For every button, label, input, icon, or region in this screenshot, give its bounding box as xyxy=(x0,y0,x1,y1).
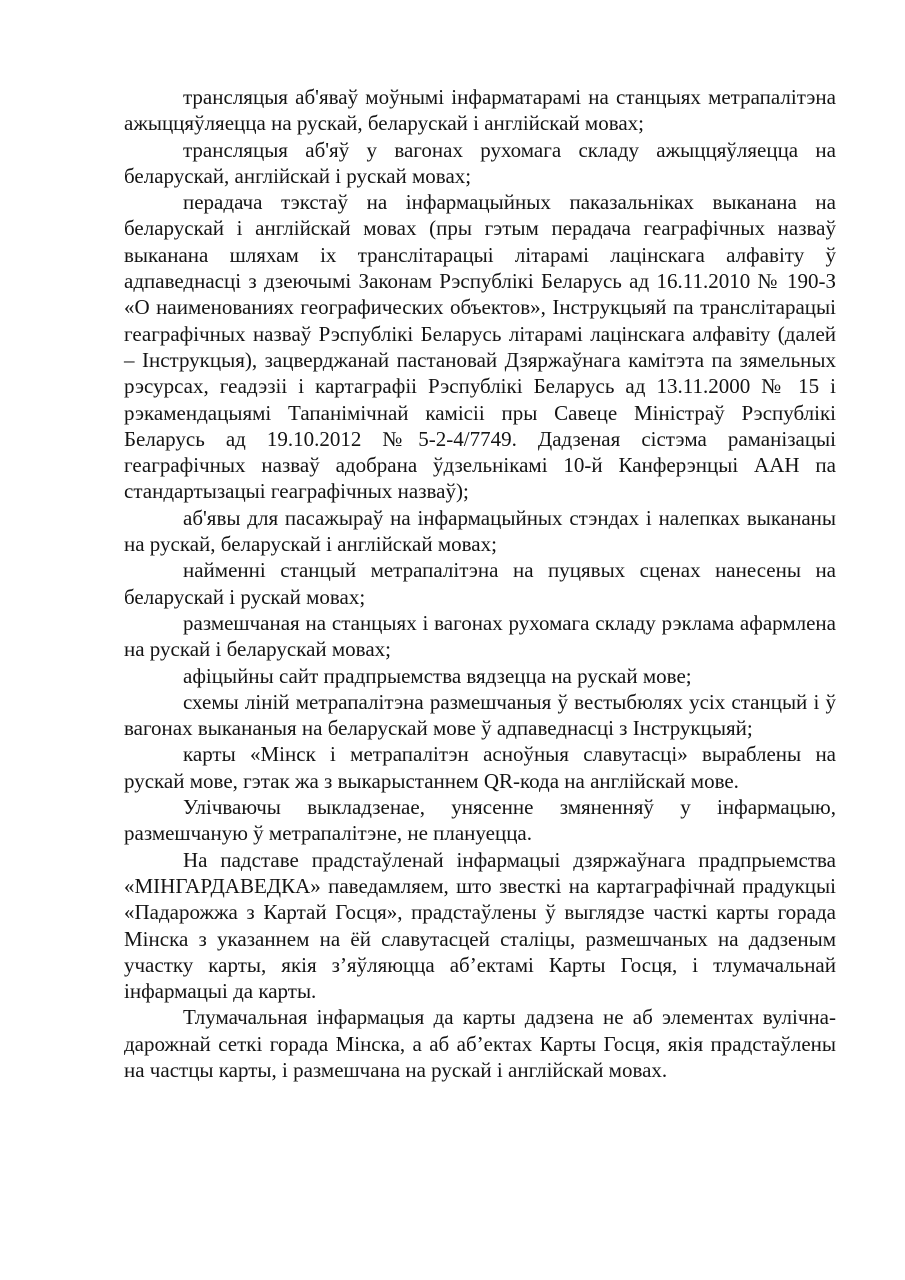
document-body xyxy=(124,84,836,1083)
paragraph-map-explanation: Тлумачальная інфармацыя да карты дадзена не аб элементах вулічна-дарожнай сеткі горада Мінска, а аб аб’ектах Карты Госця, якія прадстаўлены на частцы карты, і размешчана на рускай і англійскай мовах. xyxy=(124,1005,836,1082)
paragraph-official-website: афіцыйны сайт прадпрыемства вядзецца на рускай мове; xyxy=(183,663,692,688)
paragraph-announcements-stations: трансляцыя аб'яваў моўнымі інфарматарамі на станцыях метрапалітэна ажыццяўляецца на рускай, беларускай і англійскай мовах; xyxy=(124,85,836,136)
paragraph-mingardavedka: На падставе прадстаўленай інфармацыі дзяржаўнага прадпрыемства «МІНГАРДАВЕДКА» паведамляем, што звесткі на картаграфічнай прадукцыі «Падарожжа з Картай Госця», прадстаўлены ў выглядзе часткі карты горада Мінска з указаннем на ёй славутасцей сталіцы, размешчаных на дадзеным участку карты, якія з’яўляюцца аб’ектамі Карты Госця, і тлумачальнай інфармацыі да карты. xyxy=(124,847,836,1004)
paragraph-conclusion: Улічваючы выкладзенае, унясенне змяненняў у інфармацыю, размешчаную ў метрапалітэне, не плануецца. xyxy=(124,795,836,846)
paragraph-information-signs: перадача тэкстаў на інфармацыйных паказальніках выканана на беларускай і англійскай мовах (пры гэтым перадача геаграфічных назваў выканана шляхам іх транслітарацыі літарамі лацінскага алфавіту ў адпаведнасці з дзеючымі Законам Рэспублікі Беларусь ад 16.11.2010 № 190-З «О наименованиях географических объектов», Інструкцыяй па транслітарацыі геаграфічных назваў Рэспублікі Беларусь літарамі лацінскага алфавіту (далей – Інструкцыя), зацверджанай пастановай Дзяржаўнага камітэта па зямельных рэсурсах, геадэзіі і картаграфіі Рэспублікі Беларусь ад 13.11.2000 № 15 і рэкамендацыямі Тапанімічнай камісіі пры Савеце Міністраў Рэспублікі Беларусь ад 19.10.2012 №5-2-4/7749. Дадзеная сістэма раманізацыі геаграфічных назваў адобрана ўдзельнікамі 10-й Канферэнцыі ААН па стандартызацыі геаграфічных назваў); xyxy=(124,190,836,504)
paragraph-line-schemes: схемы ліній метрапалітэна размешчаныя ў вестыбюлях усіх станцый і ў вагонах выкананыя на беларускай мове ў адпаведнасці з Інструкцыяй; xyxy=(124,689,836,741)
paragraph-announcements-trains: трансляцыя аб'яў у вагонах рухомага складу ажыццяўляецца на беларускай, англійскай і рускай мовах; xyxy=(124,137,836,188)
paragraph-passenger-notices: аб'явы для пасажыраў на інфармацыйных стэндах і налепках выкананы на рускай, беларускай і англійскай мовах; xyxy=(124,505,836,557)
paragraph-station-names: найменні станцый метрапалітэна на пуцявых сценах нанесены на беларускай і рускай мовах; xyxy=(124,558,836,609)
paragraph-city-maps: карты «Мінск і метрапалітэн асноўныя славутасці» выраблены на рускай мове, гэтак жа з выкарыстаннем QR-кода на англійскай мове. xyxy=(124,742,836,793)
paragraph-advertising: размешчаная на станцыях і вагонах рухомага складу рэклама афармлена на рускай і беларускай мовах; xyxy=(124,610,836,662)
